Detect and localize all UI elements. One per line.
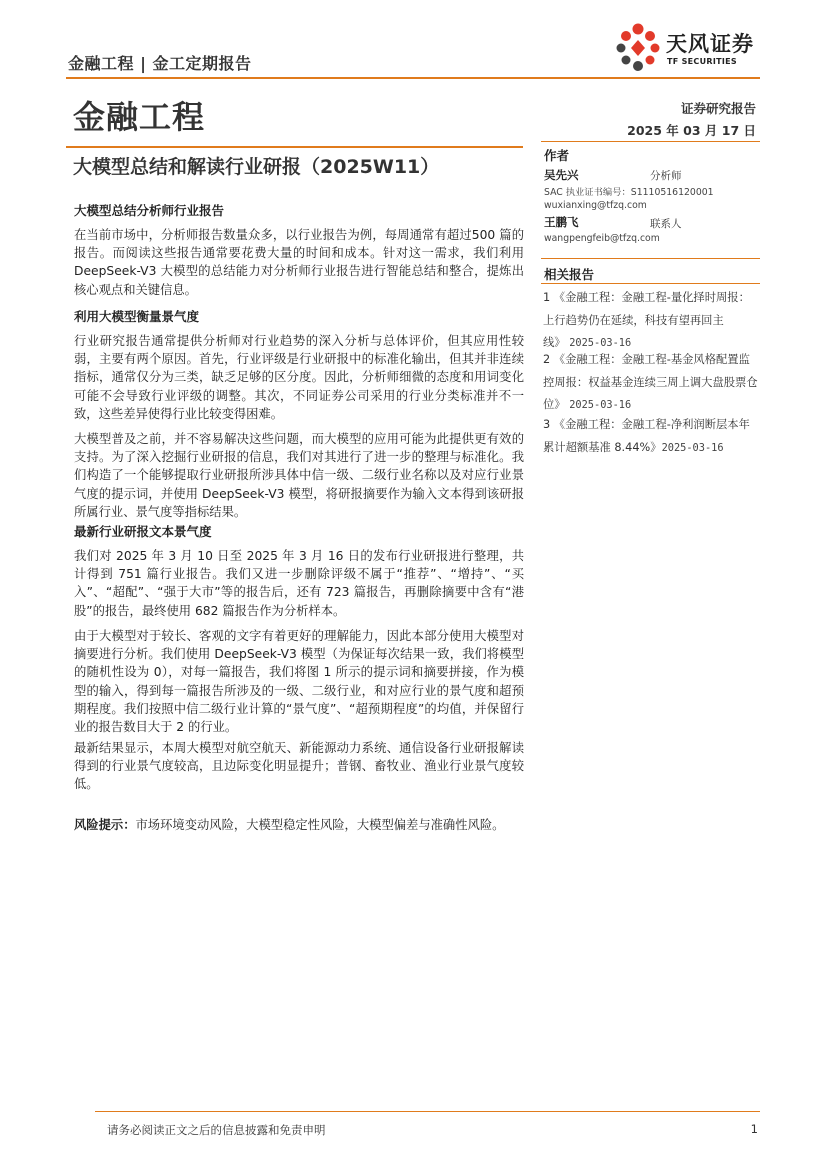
report-subtitle: 大模型总结和解读行业研报（2025W11）	[73, 156, 440, 178]
author-role: 联系人	[650, 218, 682, 230]
author-cert: SAC 执业证书编号：S1110516120001	[544, 187, 714, 198]
section-heading: 利用大模型衡量景气度	[74, 309, 200, 324]
section-paragraph: 大模型普及之前，并不容易解决这些问题，而大模型的应用可能为此提供更有效的支持。为了深入挖掘行业研报的信息，我们对其进行了进一步的整理与标准化。我们构造了一个能够提取行业研报所涉具体中信一级、二级行业名称以及对应行业景气度的提示词，并使用 DeepSeek-V3 模型，将研报摘要作为输入文本得到该研报所属行业、景气度等指标结果。	[74, 432, 524, 519]
header-divider	[66, 77, 760, 79]
risk-text: 市场环境变动风险，大模型稳定性风险，大模型偏差与准确性风险。	[135, 818, 505, 832]
logo-mark-icon	[612, 20, 664, 76]
related-report-item[interactable]	[543, 414, 760, 459]
logo-text-cn: 天风证券	[666, 32, 754, 56]
related-report-title: 3 《金融工程：金融工程-净利润断层本年累计超额基准 8.44%》	[543, 418, 750, 454]
risk-label: 风险提示：	[74, 818, 136, 832]
related-report-title: 2 《金融工程：金融工程-基金风格配置监控周报：权益基金连续三周上调大盘股票仓位》	[543, 353, 758, 412]
report-date: 2025 年 03 月 17 日	[627, 123, 756, 138]
author-email[interactable]: wangpengfeib@tfzq.com	[544, 233, 660, 244]
author-email[interactable]: wuxianxing@tfzq.com	[544, 200, 647, 211]
section-paragraph: 最新结果显示，本周大模型对航空航天、新能源动力系统、通信设备行业研报解读得到的行业景气度较高，且边际变化明显提升；普钢、畜牧业、渔业行业景气度较低。	[74, 741, 524, 792]
author-role: 分析师	[650, 170, 682, 182]
section-heading: 最新行业研报文本景气度	[74, 524, 212, 539]
sidebar-divider	[541, 258, 760, 259]
author-name: 吴先兴	[544, 168, 579, 182]
footer-divider	[95, 1111, 760, 1112]
related-report-item[interactable]	[543, 287, 760, 355]
section-paragraph: 行业研究报告通常提供分析师对行业趋势的深入分析与总体评价，但其应用性较弱，主要有两个原因。首先，行业评级是行业研报中的标准化输出，但其并非连续指标，通常仅分为三类，缺乏足够的区分度。因此，分析师细微的态度和用词变化可能不会导致行业评级的调整。其次，不同证券公司采用的行业分类标准并不一致，这些差异使得行业比较变得困难。	[74, 334, 524, 421]
section-paragraph: 我们对 2025 年 3 月 10 日至 2025 年 3 月 16 日的发布行业研报进行整理，共计得到 751 篇行业报告。我们又进一步删除评级不属于“推荐”、“增持”、“买入”、“超配”、“强于大市”等的报告后，还有 723 篇报告，再删除摘要中含有“港股”的报告，最终使用 682 篇报告作为分析样本。	[74, 549, 524, 618]
footer-disclaimer: 请务必阅读正文之后的信息披露和免责申明	[107, 1123, 326, 1137]
sidebar-divider	[541, 283, 760, 284]
page-number: 1	[750, 1122, 758, 1136]
related-report-date: 2025-03-16	[569, 337, 632, 350]
report-category: 金融工程 | 金工定期报告	[68, 54, 252, 73]
company-logo	[612, 20, 762, 76]
logo-text-en: TF SECURITIES	[667, 57, 737, 66]
section-paragraph: 在当前市场中，分析师报告数量众多，以行业报告为例，每周通常有超过500 篇的报告。而阅读这些报告通常要花费大量的时间和成本。针对这一需求，我们利用 DeepSeek-V3 大模型的总结能力对分析师行业报告进行智能总结和整合，提炼出核心观点和关键信息。	[74, 228, 524, 297]
section-heading: 大模型总结分析师行业报告	[74, 203, 225, 218]
related-report-date: 2025-03-16	[661, 441, 724, 454]
sidebar-divider	[541, 141, 760, 142]
author-name: 王鹏飞	[544, 215, 579, 229]
related-report-title: 1 《金融工程：金融工程-量化择时周报：上行趋势仍在延续，科技有望再回主线》	[543, 291, 750, 350]
related-report-date: 2025-03-16	[569, 399, 632, 412]
page-title: 金融工程	[73, 98, 206, 136]
section-paragraph: 由于大模型对于较长、客观的文字有着更好的理解能力，因此本部分使用大模型对摘要进行分析。我们使用 DeepSeek-V3 模型（为保证每次结果一致，我们将模型的随机性设为 0），对每一篇报告，我们将图 1 所示的提示词和摘要拼接，作为模型的输入，得到每一篇报告所涉及的一级、二级行业，和对应行业的景气度和超预期程度。我们按照中信二级行业计算的“景气度”、“超预期程度”的均值，并保留行业的报告数目大于 2 的行业。	[74, 629, 524, 735]
report-type: 证券研究报告	[680, 101, 756, 116]
related-heading: 相关报告	[544, 267, 595, 282]
title-divider	[66, 146, 523, 148]
related-report-item[interactable]	[543, 349, 760, 417]
risk-warning	[74, 816, 524, 834]
authors-heading: 作者	[544, 148, 570, 163]
